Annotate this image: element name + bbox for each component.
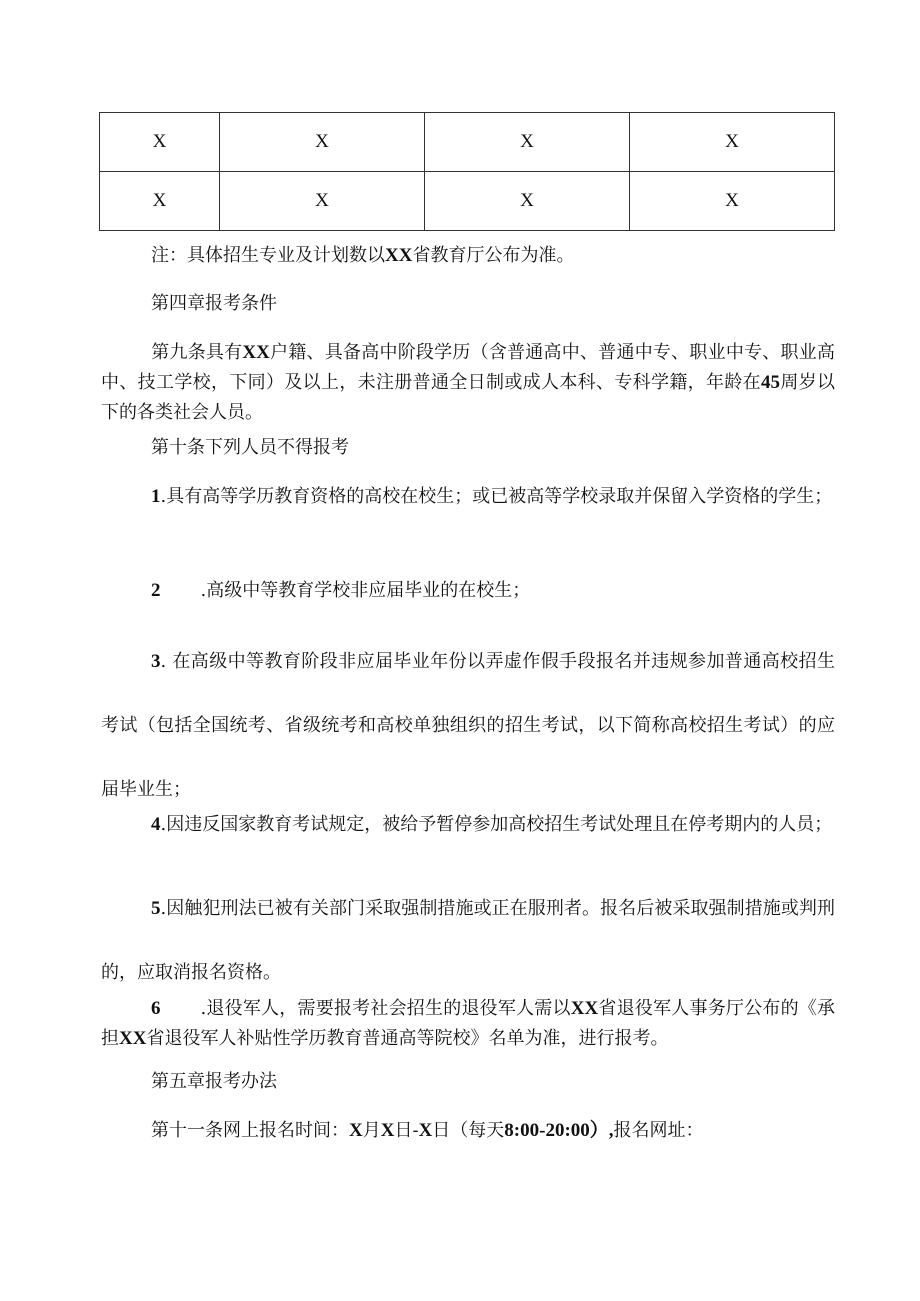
table-cell: X [425,113,630,172]
table-row [100,113,835,172]
list-item-1: 1.具有高等学历教育资格的高校在校生；或已被高等学校录取并保留入学资格的学生； [151,486,833,507]
list-item-3: 3. 在高级中等教育阶段非应届毕业年份以弄虚作假手段报名并违规参加普通高校招生考试（包括全国统考、省级统考和高校单独组织的招生考试，以下简称高校招生考试）的应届毕业生； [101,651,835,800]
article-11: 第十一条网上报名时间：X月X日-X日（每天8:00-20:00）,报名网址： [151,1120,704,1141]
table-cell: X [100,113,220,172]
article-10: 第十条下列人员不得报考 [151,437,349,458]
table-cell: X [425,172,630,231]
chapter-5-heading: 第五章报考办法 [151,1071,277,1092]
chapter-4-heading: 第四章报考条件 [151,293,277,314]
enrollment-table [99,112,835,231]
table-cell: X [220,172,425,231]
list-item-2: 2 .高级中等教育学校非应届毕业的在校生； [151,580,531,601]
table-cell: X [630,172,835,231]
list-item-5: 5.因触犯刑法已被有关部门采取强制措施或正在服刑者。报名后被采取强制措施或判刑的，应取消报名资格。 [101,898,835,983]
table-note: 注：具体招生专业及计划数以XX省教育厅公布为准。 [151,245,575,266]
table-cell: X [630,113,835,172]
list-item-6: 6 .退役军人，需要报考社会招生的退役军人需以XX省退役军人事务厅公布的《承担XX省退役军人补贴性学历教育普通高等院校》名单为准，进行报考。 [101,998,835,1049]
list-item-4: 4.因违反国家教育考试规定，被给予暂停参加高校招生考试处理且在停考期内的人员； [151,814,833,835]
article-9: 第九条具有XX户籍、具备高中阶段学历（含普通高中、普通中专、职业中专、职业高中、技工学校，下同）及以上，未注册普通全日制或成人本科、专科学籍，年龄在45周岁以下的各类社会人员。 [101,342,836,423]
table-cell: X [100,172,220,231]
table-cell: X [220,113,425,172]
table-row [100,172,835,231]
